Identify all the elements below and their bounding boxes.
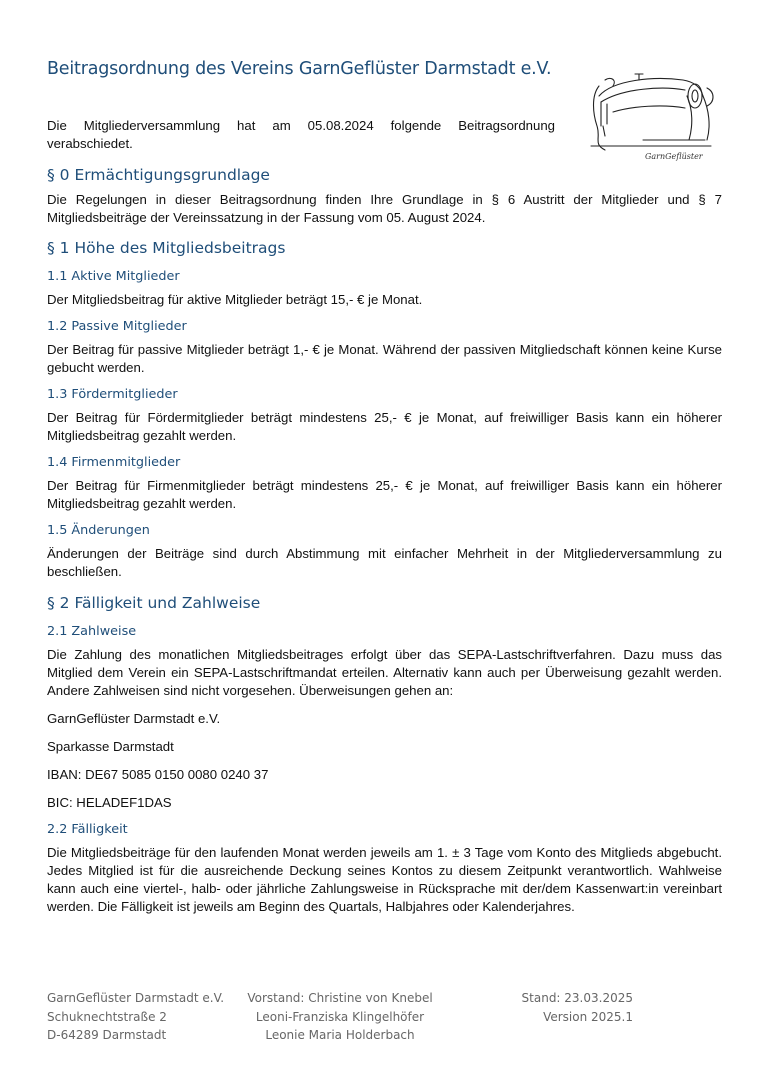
subsection-2-1-text: Die Zahlung des monatlichen Mitgliedsbeitrages erfolgt über das SEPA-Lastschriftverfahren. Dazu muss das Mitglied dem Verein ein SEPA-Lastschriftmandat erteilen. Alternativ kann auch per Überweisung gezahlt werden. Andere Zahlweisen sind nicht vorgesehen. Überweisungen gehen an: xyxy=(47,647,722,698)
subsection-2-2-text: Die Mitgliedsbeiträge für den laufenden Monat werden jeweils am 1. ± 3 Tage vom Konto des Mitglieds abgebucht. Jedes Mitglied ist für die ausreichende Deckung seines Kontos zu diesem Zeitpunkt verantwortlich. Wahlweise kann auch eine viertel-, halb- oder jährliche Zahlungsweise in Rücksprache mit der/dem Kassenwart:in vereinbart werden. Die Fälligkeit ist jeweils am Beginn des Quartals, Halbjahres oder Kalenderjahres. xyxy=(47,845,722,914)
footer-address xyxy=(47,989,224,1045)
footer-line: Leoni-Franziska Klingelhöfer xyxy=(255,1009,425,1024)
subsection-1-5-heading: 1.5 Änderungen xyxy=(47,523,150,538)
section-0-heading: § 0 Ermächtigungsgrundlage xyxy=(47,166,270,184)
bank-bic: BIC: HELADEF1DAS xyxy=(47,795,172,810)
logo-text: GarnGeflüster xyxy=(645,152,703,161)
document-title: Beitragsordnung des Vereins GarnGeflüster Darmstadt e.V. xyxy=(47,59,552,79)
subsection-1-3-text: Der Beitrag für Fördermitglieder beträgt mindestens 25,- € je Monat, auf freiwilliger Basis kann ein höherer Mitgliedsbeitrag gezahlt werden. xyxy=(47,410,722,443)
bank-account-holder: GarnGeflüster Darmstadt e.V. xyxy=(47,711,221,726)
subsection-1-4-heading: 1.4 Firmenmitglieder xyxy=(47,455,181,470)
footer-line: D-64289 Darmstadt xyxy=(47,1028,167,1042)
subsection-1-4-text: Der Beitrag für Firmenmitglieder beträgt mindestens 25,- € je Monat, auf freiwilliger Basis kann ein höherer Mitgliedsbeitrag gezahlt werden. xyxy=(47,478,722,511)
subsection-1-1-heading: 1.1 Aktive Mitglieder xyxy=(47,269,180,284)
subsection-1-2-text: Der Beitrag für passive Mitglieder beträgt 1,- € je Monat. Während der passiven Mitgliedschaft können keine Kurse gebucht werden. xyxy=(47,342,722,375)
bank-iban: IBAN: DE67 5085 0150 0080 0240 37 xyxy=(47,767,269,782)
subsection-2-2-heading: 2.2 Fälligkeit xyxy=(47,822,128,837)
footer-line: Stand: 23.03.2025 xyxy=(521,991,633,1005)
document-body xyxy=(47,163,722,916)
subsection-1-5-text: Änderungen der Beiträge sind durch Abstimmung mit einfacher Mehrheit in der Mitgliederversammlung zu beschließen. xyxy=(47,546,722,579)
footer-line: Schuknechtstraße 2 xyxy=(47,1009,167,1024)
footer-board xyxy=(244,989,436,1045)
section-1-heading: § 1 Höhe des Mitgliedsbeitrags xyxy=(47,239,286,257)
footer-line: GarnGeflüster Darmstadt e.V. xyxy=(47,991,225,1005)
subsection-1-1-text: Der Mitgliedsbeitrag für aktive Mitglieder beträgt 15,- € je Monat. xyxy=(47,292,423,307)
sewing-machine-logo xyxy=(583,66,723,164)
footer-line: Version 2025.1 xyxy=(543,1009,633,1024)
subsection-2-1-heading: 2.1 Zahlweise xyxy=(47,624,137,639)
bank-name: Sparkasse Darmstadt xyxy=(47,739,174,754)
subsection-1-3-heading: 1.3 Fördermitglieder xyxy=(47,387,178,402)
footer-line: Leonie Maria Holderbach xyxy=(265,1028,415,1042)
subsection-1-2-heading: 1.2 Passive Mitglieder xyxy=(47,319,187,334)
section-0-text: Die Regelungen in dieser Beitragsordnung finden Ihre Grundlage in § 6 Austritt der Mitglieder und § 7 Mitgliedsbeiträge der Vereinssatzung in der Fassung vom 05. August 2024. xyxy=(47,192,722,225)
footer-line: Vorstand: Christine von Knebel xyxy=(247,991,433,1005)
intro-paragraph: Die Mitgliederversammlung hat am 05.08.2024 folgende Beitragsordnung verabschiedet. xyxy=(47,118,555,151)
footer-version xyxy=(500,989,633,1026)
section-2-heading: § 2 Fälligkeit und Zahlweise xyxy=(47,594,261,612)
